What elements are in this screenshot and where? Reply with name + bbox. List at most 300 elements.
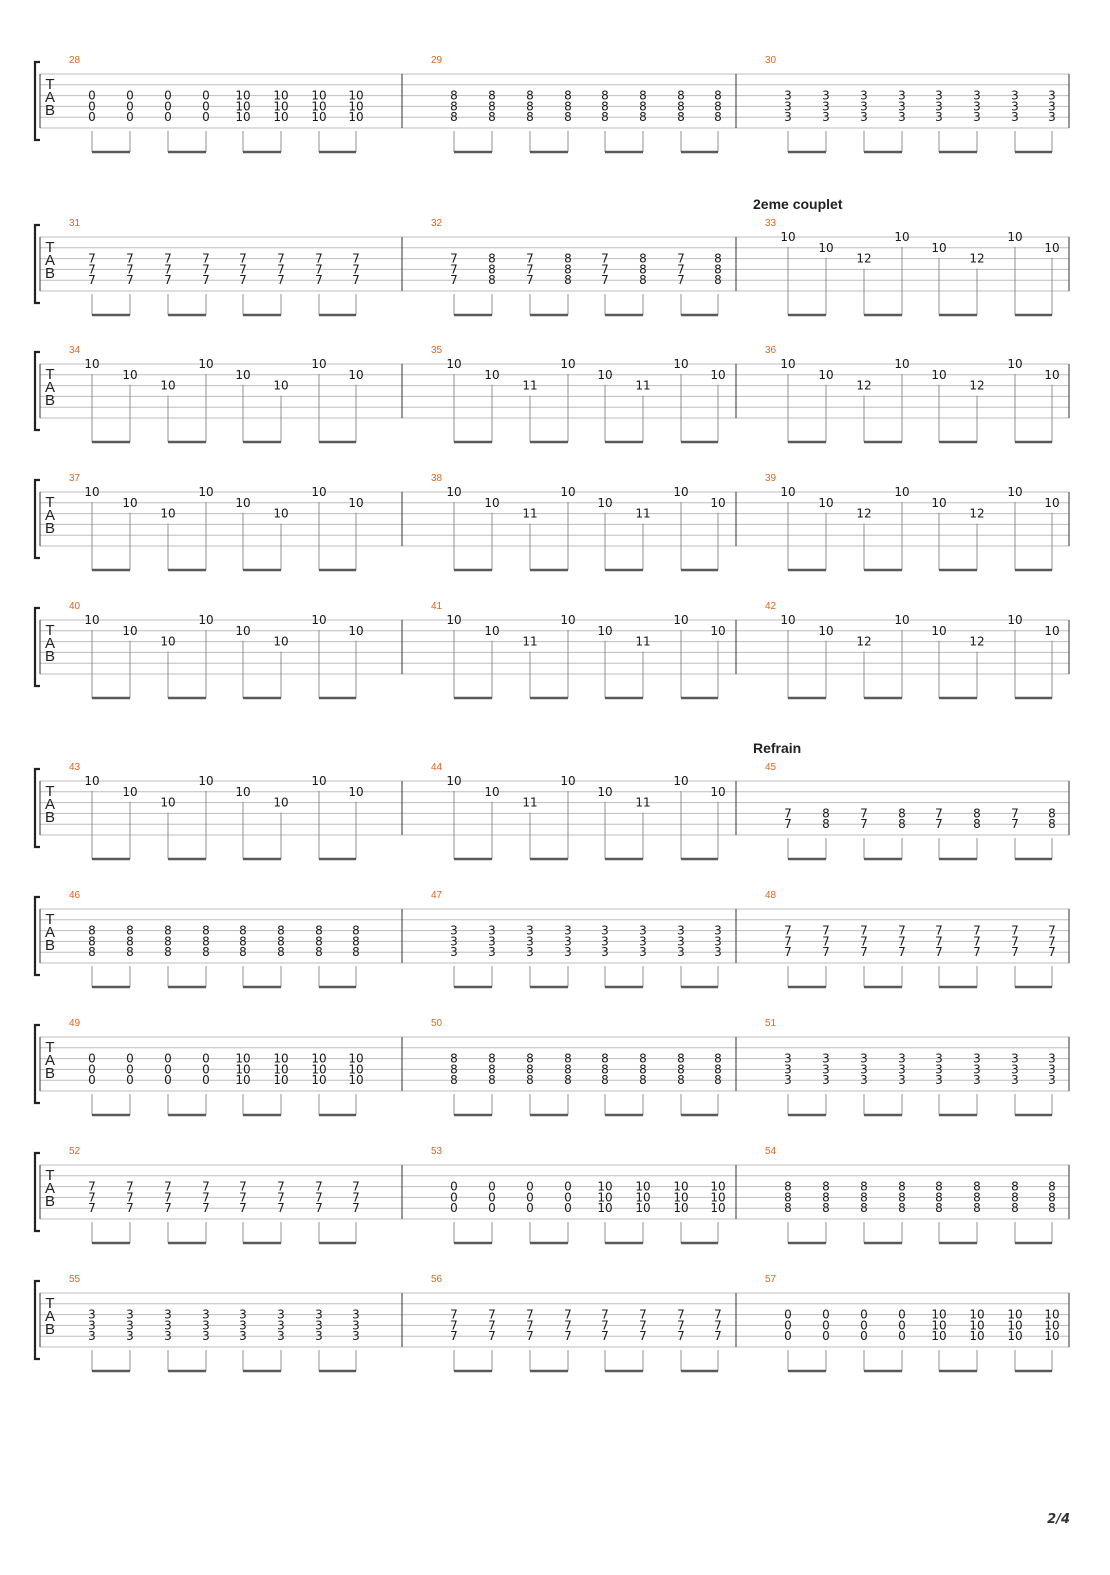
fret-number: 7 (1011, 806, 1019, 821)
fret-number: 8 (488, 88, 496, 103)
fret-number: 7 (526, 1329, 534, 1344)
fret-number: 10 (597, 1201, 613, 1216)
fret-number: 3 (526, 945, 534, 960)
fret-number: 7 (164, 262, 172, 277)
fret-number: 3 (88, 1329, 96, 1344)
fret-number: 12 (856, 634, 872, 649)
fret-number: 3 (164, 1307, 172, 1322)
fret-number: 3 (239, 1329, 247, 1344)
fret-number: 10 (710, 495, 726, 510)
tab-clef-letter: T (45, 366, 55, 383)
fret-number: 8 (714, 1051, 722, 1066)
fret-number: 8 (202, 923, 210, 938)
fret-number: 7 (450, 1307, 458, 1322)
fret-number: 0 (860, 1307, 868, 1322)
fret-number: 11 (635, 378, 651, 393)
fret-number: 3 (126, 1318, 134, 1333)
fret-number: 3 (860, 1062, 868, 1077)
measure-number: 36 (765, 345, 777, 356)
fret-number: 10 (818, 495, 834, 510)
fret-number: 10 (84, 357, 100, 371)
fret-number: 8 (564, 273, 572, 288)
fret-number: 7 (164, 251, 172, 266)
fret-number: 3 (898, 88, 906, 103)
measure-number: 51 (765, 1018, 777, 1029)
fret-number: 3 (935, 1073, 943, 1088)
fret-number: 7 (898, 945, 906, 960)
fret-number: 8 (126, 934, 134, 949)
fret-number: 8 (488, 1073, 496, 1088)
fret-number: 10 (1044, 367, 1060, 382)
tab-clef-letter: B (44, 1065, 56, 1082)
fret-number: 10 (969, 1307, 985, 1322)
fret-number: 8 (564, 88, 572, 103)
fret-number: 10 (273, 1051, 289, 1066)
fret-number: 3 (526, 923, 534, 938)
tab-clef-letter: B (44, 265, 56, 282)
fret-number: 8 (126, 923, 134, 938)
fret-number: 10 (235, 99, 251, 114)
fret-number: 8 (488, 262, 496, 277)
fret-number: 0 (202, 1073, 210, 1088)
fret-number: 3 (488, 934, 496, 949)
fret-number: 8 (450, 88, 458, 103)
fret-number: 8 (526, 1073, 534, 1088)
fret-number: 0 (450, 1201, 458, 1216)
measure-number: 39 (765, 473, 777, 484)
fret-number: 3 (564, 945, 572, 960)
fret-number: 8 (164, 934, 172, 949)
fret-number: 10 (560, 357, 576, 371)
measure-number: 49 (69, 1018, 81, 1029)
fret-number: 7 (315, 273, 323, 288)
tab-clef-letter: T (45, 783, 55, 800)
measure-number: 44 (431, 762, 443, 773)
fret-number: 10 (198, 613, 214, 627)
fret-number: 7 (239, 1190, 247, 1205)
measure-number: 50 (431, 1018, 443, 1029)
fret-number: 0 (164, 1051, 172, 1066)
fret-number: 8 (860, 1179, 868, 1194)
fret-number: 8 (202, 945, 210, 960)
fret-number: 3 (784, 1051, 792, 1066)
fret-number: 7 (526, 262, 534, 277)
fret-number: 3 (973, 88, 981, 103)
fret-number: 10 (673, 485, 689, 499)
fret-number: 10 (710, 367, 726, 382)
fret-number: 8 (239, 934, 247, 949)
fret-number: 11 (522, 506, 538, 521)
measure-number: 52 (69, 1146, 81, 1157)
fret-number: 7 (277, 1179, 285, 1194)
fret-number: 7 (677, 1318, 685, 1333)
fret-number: 10 (710, 1190, 726, 1205)
fret-number: 7 (202, 1190, 210, 1205)
fret-number: 7 (352, 273, 360, 288)
measure-number: 42 (765, 601, 777, 612)
fret-number: 7 (1011, 817, 1019, 832)
fret-number: 7 (1048, 923, 1056, 938)
fret-number: 10 (160, 795, 176, 810)
fret-number: 11 (522, 795, 538, 810)
fret-number: 8 (488, 251, 496, 266)
fret-number: 0 (164, 1073, 172, 1088)
fret-number: 7 (935, 806, 943, 821)
fret-number: 8 (639, 1073, 647, 1088)
fret-number: 8 (677, 1073, 685, 1088)
fret-number: 3 (239, 1318, 247, 1333)
fret-number: 7 (352, 1201, 360, 1216)
tab-clef-letter: T (45, 239, 55, 256)
fret-number: 10 (311, 110, 327, 125)
tab-system (35, 1281, 1069, 1359)
fret-number: 0 (202, 88, 210, 103)
fret-number: 3 (822, 1073, 830, 1088)
fret-number: 8 (526, 1062, 534, 1077)
fret-number: 0 (164, 1062, 172, 1077)
fret-number: 7 (526, 1318, 534, 1333)
tab-clef-letter: T (45, 911, 55, 928)
fret-number: 3 (973, 110, 981, 125)
fret-number: 0 (164, 88, 172, 103)
fret-number: 10 (160, 378, 176, 393)
fret-number: 8 (88, 934, 96, 949)
fret-number: 10 (311, 1062, 327, 1077)
fret-number: 7 (860, 806, 868, 821)
fret-number: 3 (677, 934, 685, 949)
fret-number: 3 (450, 934, 458, 949)
fret-number: 3 (822, 1051, 830, 1066)
fret-number: 7 (677, 1307, 685, 1322)
fret-number: 8 (564, 251, 572, 266)
fret-number: 7 (88, 251, 96, 266)
fret-number: 0 (126, 1051, 134, 1066)
fret-number: 8 (639, 1051, 647, 1066)
tab-clef-letter: A (44, 924, 56, 941)
fret-number: 0 (164, 110, 172, 125)
fret-number: 10 (484, 367, 500, 382)
fret-number: 10 (348, 367, 364, 382)
fret-number: 8 (677, 1051, 685, 1066)
tab-clef-letter: B (44, 937, 56, 954)
fret-number: 7 (973, 923, 981, 938)
fret-number: 8 (935, 1201, 943, 1216)
tab-clef-letter: T (45, 76, 55, 93)
fret-number: 3 (315, 1307, 323, 1322)
fret-number: 0 (450, 1179, 458, 1194)
system-bracket (35, 480, 40, 558)
fret-number: 7 (784, 934, 792, 949)
fret-number: 10 (348, 1062, 364, 1077)
fret-number: 8 (784, 1179, 792, 1194)
fret-number: 3 (126, 1307, 134, 1322)
fret-number: 8 (898, 817, 906, 832)
fret-number: 3 (973, 1073, 981, 1088)
measure-number: 45 (765, 762, 777, 773)
fret-number: 8 (564, 1051, 572, 1066)
fret-number: 10 (273, 506, 289, 521)
fret-number: 8 (315, 945, 323, 960)
fret-number: 7 (202, 273, 210, 288)
fret-number: 3 (1011, 1051, 1019, 1066)
fret-number: 10 (780, 357, 796, 371)
fret-number: 3 (639, 923, 647, 938)
measure-number: 32 (431, 218, 443, 229)
fret-number: 10 (198, 485, 214, 499)
fret-number: 3 (88, 1318, 96, 1333)
fret-number: 10 (969, 1318, 985, 1333)
fret-number: 7 (714, 1329, 722, 1344)
fret-number: 10 (273, 1073, 289, 1088)
fret-number: 8 (898, 1179, 906, 1194)
fret-number: 8 (564, 1073, 572, 1088)
fret-number: 7 (935, 934, 943, 949)
fret-number: 10 (1007, 1307, 1023, 1322)
fret-number: 3 (860, 1051, 868, 1066)
fret-number: 7 (822, 945, 830, 960)
fret-number: 8 (822, 817, 830, 832)
fret-number: 3 (822, 99, 830, 114)
fret-number: 7 (1011, 934, 1019, 949)
fret-number: 8 (973, 1201, 981, 1216)
measure-number: 43 (69, 762, 81, 773)
fret-number: 7 (639, 1307, 647, 1322)
fret-number: 8 (714, 262, 722, 277)
fret-number: 10 (635, 1201, 651, 1216)
fret-number: 8 (488, 1051, 496, 1066)
fret-number: 8 (564, 99, 572, 114)
fret-number: 12 (856, 251, 872, 266)
fret-number: 7 (860, 923, 868, 938)
fret-number: 7 (784, 923, 792, 938)
tab-clef-letter: A (44, 507, 56, 524)
fret-number: 7 (1011, 923, 1019, 938)
fret-number: 0 (822, 1329, 830, 1344)
fret-number: 10 (597, 623, 613, 638)
fret-number: 7 (239, 273, 247, 288)
fret-number: 8 (714, 88, 722, 103)
fret-number: 10 (311, 613, 327, 627)
fret-number: 10 (446, 357, 462, 371)
fret-number: 8 (601, 1073, 609, 1088)
fret-number: 7 (1011, 945, 1019, 960)
fret-number: 7 (352, 1179, 360, 1194)
fret-number: 10 (710, 784, 726, 799)
fret-number: 3 (315, 1318, 323, 1333)
fret-number: 10 (348, 784, 364, 799)
fret-number: 7 (677, 262, 685, 277)
fret-number: 7 (860, 934, 868, 949)
fret-number: 8 (973, 817, 981, 832)
fret-number: 10 (446, 485, 462, 499)
fret-number: 7 (126, 262, 134, 277)
fret-number: 3 (784, 110, 792, 125)
fret-number: 10 (1044, 623, 1060, 638)
fret-number: 8 (898, 806, 906, 821)
fret-number: 10 (560, 613, 576, 627)
fret-number: 8 (714, 1062, 722, 1077)
fret-number: 10 (597, 1179, 613, 1194)
fret-number: 8 (639, 262, 647, 277)
fret-number: 7 (822, 923, 830, 938)
fret-number: 10 (1044, 495, 1060, 510)
fret-number: 8 (973, 806, 981, 821)
fret-number: 7 (352, 251, 360, 266)
measure-number: 29 (431, 55, 443, 66)
fret-number: 8 (601, 110, 609, 125)
tab-clef-letter: A (44, 635, 56, 652)
fret-number: 10 (446, 774, 462, 788)
measure-number: 57 (765, 1274, 777, 1285)
tab-clef-letter: T (45, 1167, 55, 1184)
measure-number: 35 (431, 345, 443, 356)
measure-number: 34 (69, 345, 81, 356)
tab-clef-letter: B (44, 809, 56, 826)
fret-number: 7 (202, 262, 210, 277)
fret-number: 7 (164, 1190, 172, 1205)
fret-number: 8 (88, 923, 96, 938)
fret-number: 10 (348, 495, 364, 510)
fret-number: 0 (822, 1318, 830, 1333)
fret-number: 0 (564, 1179, 572, 1194)
tab-clef-letter: B (44, 1193, 56, 1210)
fret-number: 10 (84, 613, 100, 627)
fret-number: 8 (1048, 1179, 1056, 1194)
fret-number: 8 (639, 88, 647, 103)
tab-clef-letter: T (45, 1039, 55, 1056)
fret-number: 10 (122, 367, 138, 382)
fret-number: 0 (898, 1307, 906, 1322)
fret-number: 10 (348, 110, 364, 125)
fret-number: 7 (677, 273, 685, 288)
tab-system (35, 352, 1069, 430)
fret-number: 7 (126, 1179, 134, 1194)
fret-number: 7 (526, 251, 534, 266)
fret-number: 10 (235, 1051, 251, 1066)
fret-number: 7 (564, 1329, 572, 1344)
fret-number: 3 (239, 1307, 247, 1322)
fret-number: 0 (88, 1062, 96, 1077)
fret-number: 0 (784, 1307, 792, 1322)
tab-system (35, 62, 1069, 140)
fret-number: 8 (639, 251, 647, 266)
system-bracket (35, 1153, 40, 1231)
fret-number: 10 (780, 613, 796, 627)
fret-number: 0 (898, 1329, 906, 1344)
fret-number: 7 (822, 934, 830, 949)
fret-number: 10 (311, 485, 327, 499)
fret-number: 7 (88, 1201, 96, 1216)
fret-number: 0 (126, 88, 134, 103)
fret-number: 3 (601, 923, 609, 938)
fret-number: 10 (160, 506, 176, 521)
fret-number: 0 (126, 110, 134, 125)
fret-number: 8 (784, 1201, 792, 1216)
fret-number: 3 (935, 110, 943, 125)
fret-number: 10 (673, 1190, 689, 1205)
fret-number: 10 (198, 774, 214, 788)
fret-number: 7 (973, 934, 981, 949)
fret-number: 3 (973, 1051, 981, 1066)
fret-number: 3 (277, 1307, 285, 1322)
fret-number: 3 (784, 99, 792, 114)
fret-number: 12 (856, 378, 872, 393)
fret-number: 10 (818, 367, 834, 382)
tab-system (35, 608, 1069, 686)
fret-number: 8 (822, 1190, 830, 1205)
fret-number: 7 (277, 273, 285, 288)
fret-number: 0 (784, 1318, 792, 1333)
fret-number: 8 (352, 934, 360, 949)
fret-number: 3 (639, 934, 647, 949)
fret-number: 10 (931, 240, 947, 255)
fret-number: 7 (450, 262, 458, 277)
fret-number: 3 (935, 1051, 943, 1066)
fret-number: 7 (164, 1201, 172, 1216)
fret-number: 3 (488, 945, 496, 960)
fret-number: 10 (597, 784, 613, 799)
fret-number: 8 (488, 1062, 496, 1077)
fret-number: 10 (311, 1073, 327, 1088)
fret-number: 10 (1044, 1307, 1060, 1322)
tab-system (35, 225, 1069, 303)
system-bracket (35, 1281, 40, 1359)
fret-number: 7 (488, 1329, 496, 1344)
fret-number: 10 (235, 784, 251, 799)
tab-clef-letter: A (44, 252, 56, 269)
fret-number: 7 (677, 251, 685, 266)
fret-number: 3 (860, 99, 868, 114)
fret-number: 10 (894, 357, 910, 371)
fret-number: 3 (784, 1073, 792, 1088)
tab-clef-letter: A (44, 796, 56, 813)
fret-number: 10 (560, 774, 576, 788)
system-bracket (35, 769, 40, 847)
fret-number: 8 (526, 1051, 534, 1066)
fret-number: 0 (164, 99, 172, 114)
fret-number: 8 (239, 945, 247, 960)
fret-number: 12 (969, 506, 985, 521)
fret-number: 7 (601, 1318, 609, 1333)
fret-number: 3 (860, 88, 868, 103)
fret-number: 0 (88, 1073, 96, 1088)
fret-number: 10 (273, 795, 289, 810)
fret-number: 8 (126, 945, 134, 960)
fret-number: 7 (898, 923, 906, 938)
fret-number: 10 (273, 110, 289, 125)
fret-number: 7 (935, 945, 943, 960)
fret-number: 7 (277, 1201, 285, 1216)
fret-number: 10 (235, 495, 251, 510)
fret-number: 12 (969, 634, 985, 649)
fret-number: 8 (1011, 1179, 1019, 1194)
fret-number: 3 (277, 1329, 285, 1344)
fret-number: 8 (564, 110, 572, 125)
fret-number: 10 (780, 485, 796, 499)
fret-number: 11 (522, 378, 538, 393)
fret-number: 3 (1011, 1073, 1019, 1088)
fret-number: 3 (973, 1062, 981, 1077)
fret-number: 10 (931, 623, 947, 638)
fret-number: 7 (601, 262, 609, 277)
fret-number: 10 (931, 1318, 947, 1333)
fret-number: 0 (202, 110, 210, 125)
tab-system (35, 1153, 1069, 1231)
fret-number: 10 (311, 357, 327, 371)
fret-number: 0 (488, 1201, 496, 1216)
fret-number: 7 (450, 273, 458, 288)
fret-number: 3 (1048, 1062, 1056, 1077)
